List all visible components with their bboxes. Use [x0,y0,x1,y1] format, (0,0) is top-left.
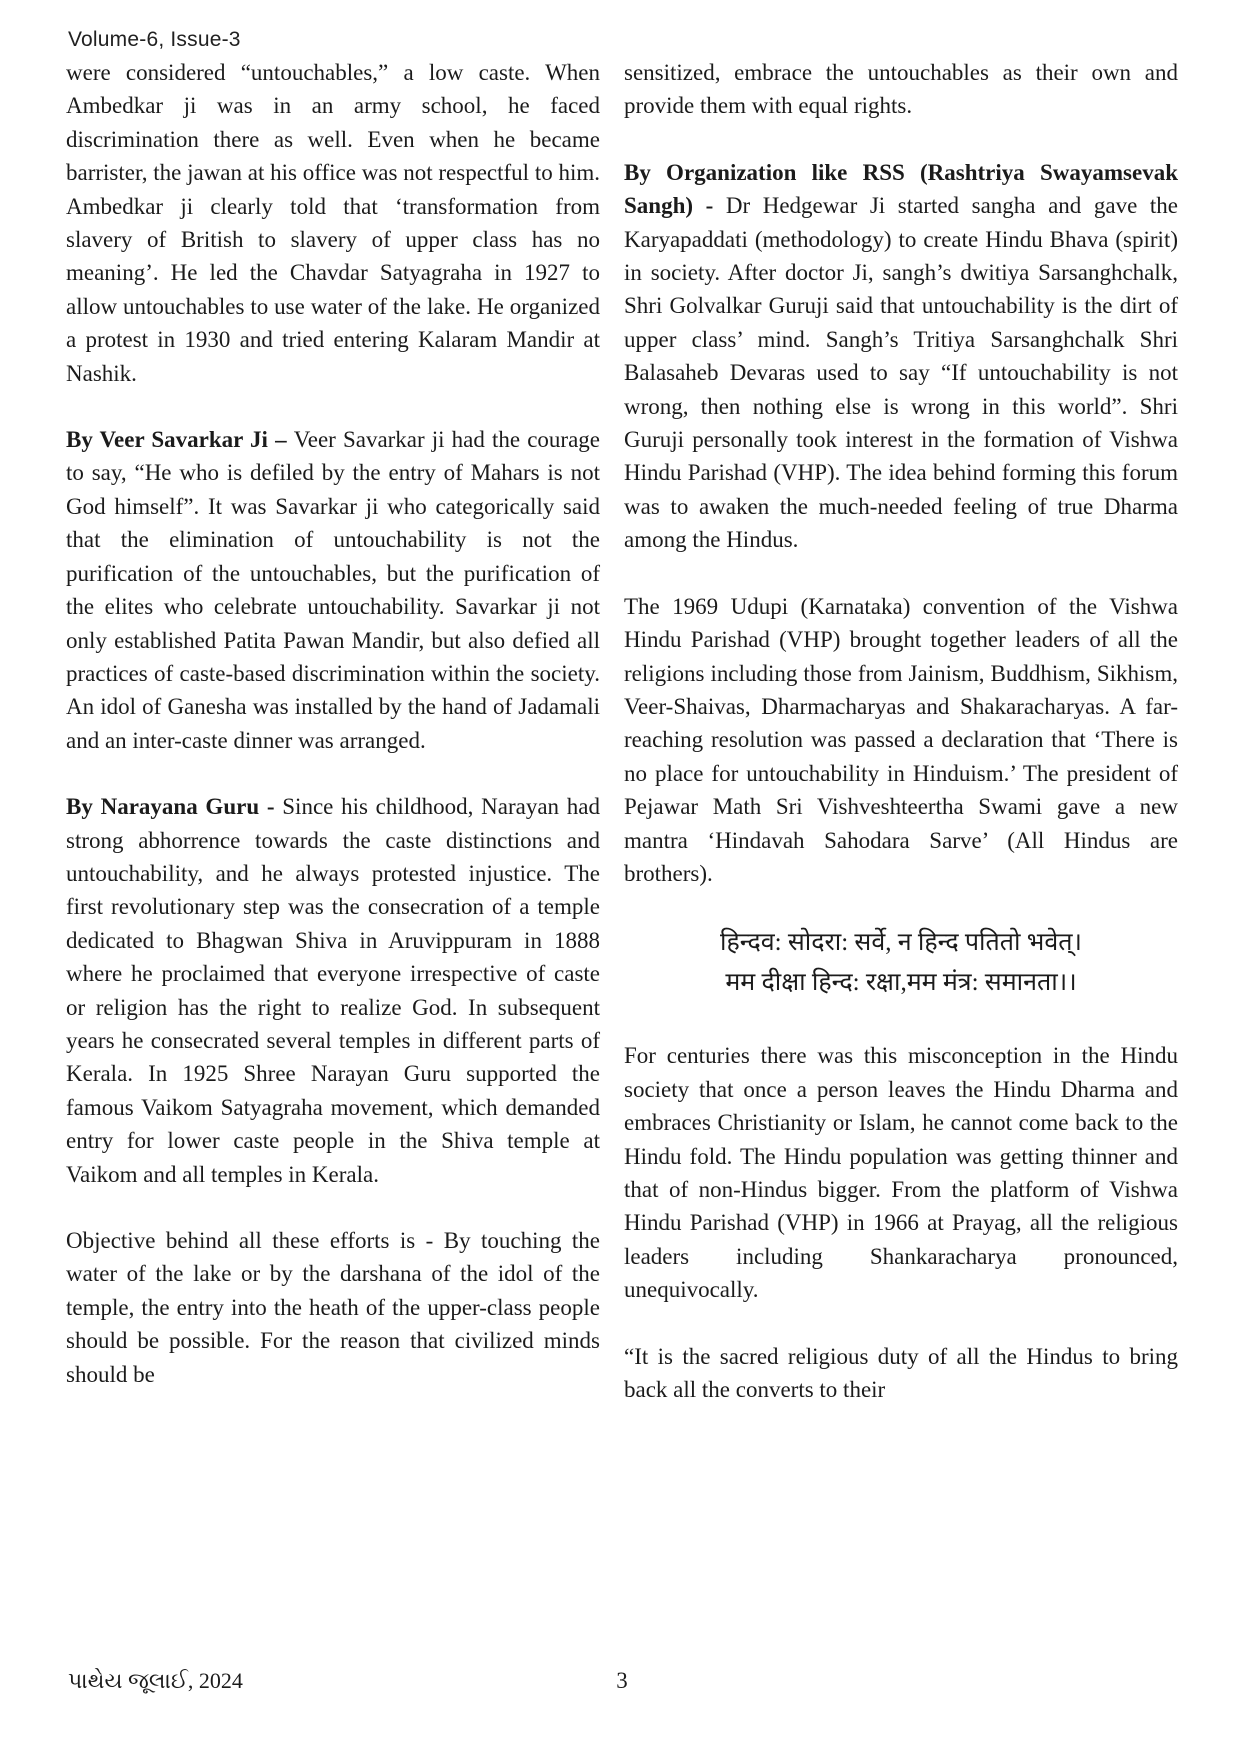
footer-page-number: 3 [616,1668,628,1693]
shloka-line: हिन्दव: सोदरा: सर्वे, न हिन्द पतितो भवेत्। [720,929,1082,957]
paragraph: For centuries there was this misconception in the Hindu society that once a person leaves the Hindu Dharma and embraces Christianity or Islam, he cannot come back to the Hindu fold. The Hindu population was getting thinner and that of non-Hindus bigger. From the platform of Vishwa Hindu Parishad (VHP) in 1966 at Prayag, all the religious leaders including Shankaracharya pronounced, unequivocally. [624,1043,1178,1303]
paragraph: Objective behind all these efforts is - By touching the water of the lake or by the darshana of the idol of the temple, the entry into the heath of the upper-class people should be possible. For the reason that civilized minds should be [66,1228,600,1387]
paragraph: By Veer Savarkar Ji – Veer Savarkar ji had the courage to say, “He who is defiled by the entry of Mahars is not God himself”. It was Savarkar ji who categorically said that the elimination of untouchability is not the purification of the untouchables, but the purification of the elites who celebrate untouchability. Savarkar ji not only established Patita Pawan Mandir, but also defied all practices of caste-based discrimination within the society. An idol of Ganesha was installed by the hand of Jadamali and an inter-caste dinner was arranged. [66,427,601,753]
paragraph: sensitized, embrace the untouchables as their own and provide them with equal rights. [624,60,1178,119]
shloka-line: मम दीक्षा हिन्द: रक्षा,मम मंत्र: समानता।। [725,969,1077,997]
paragraph: “It is the sacred religious duty of all the Hindus to bring back all the converts to their [624,1343,1178,1402]
paragraph: By Narayana Guru - Since his childhood, Narayan had strong abhorrence towards the caste distinctions and untouchability, and he always protested injustice. The first revolutionary step was the consecration of a temple dedicated to Bhagwan Shiva in Aruvippuram in 1888 where he proclaimed that everyone irrespective of caste or religion has the right to realize God. In subsequent years he consecrated several temples in different parts of Kerala. In 1925 Shree Narayan Guru supported the famous Vaikom Satyagraha movement, which demanded entry for lower caste people in the Shiva temple at Vaikom and all temples in Kerala. [66,794,601,1187]
section-lead: By Narayana Guru - [66,794,283,820]
section-lead: By Veer Savarkar Ji – [66,427,294,453]
volume-issue-header: Volume-6, Issue-3 [68,28,241,51]
left-column [66,56,600,1439]
sanskrit-shloka [624,923,1178,1003]
page-footer [66,1668,1178,1694]
section-lead: By Organization like RSS (Rashtriya Swayamsevak Sangh) - [624,159,1178,219]
paragraph: By Organization like RSS (Rashtriya Swayamsevak Sangh) - Dr Hedgewar Ji started sangha and gave the Karyapaddati (methodology) to create Hindu Bhava (spirit) in society. After doctor Ji, sangh’s dwitiya Sarsanghchalk, Shri Golvalkar Guruji said that untouchability is the dirt of upper class’ mind. Sangh’s Tritiya Sarsanghchalk Shri Balasaheb Devaras used to say “If untouchability is not wrong, then nothing else is wrong in this world”. Shri Guruji personally took interest in the formation of Vishwa Hindu Parishad (VHP). The idea behind forming this forum was to awaken the much-needed feeling of true Dharma among the Hindus. [624,159,1178,553]
right-column [624,56,1178,1439]
two-column-content [66,56,1178,1439]
footer-journal-title: પાથેય જૂલાઈ, 2024 [68,1668,243,1693]
paragraph: The 1969 Udupi (Karnataka) convention of the Vishwa Hindu Parishad (VHP) brought together leaders of all the religions including those from Jainism, Buddhism, Sikhism, Veer-Shaivas, Dharmacharyas and Shakaracharyas. A far-reaching resolution was passed a declaration that ‘There is no place for untouchability in Hinduism.’ The president of Pejawar Math Sri Vishveshteertha Swami gave a new mantra ‘Hindavah Sahodara Sarve’ (All Hindus are brothers). [624,593,1178,886]
paragraph: were considered “untouchables,” a low caste. When Ambedkar ji was in an army school, he faced discrimination there as well. Even when he became barrister, the jawan at his office was not respectful to him. Ambedkar ji clearly told that ‘transformation from slavery of British to slavery of upper class has no meaning’. He led the Chavdar Satyagraha in 1927 to allow untouchables to use water of the lake. He organized a protest in 1930 and tried entering Kalaram Mandir at Nashik. [66,60,600,386]
